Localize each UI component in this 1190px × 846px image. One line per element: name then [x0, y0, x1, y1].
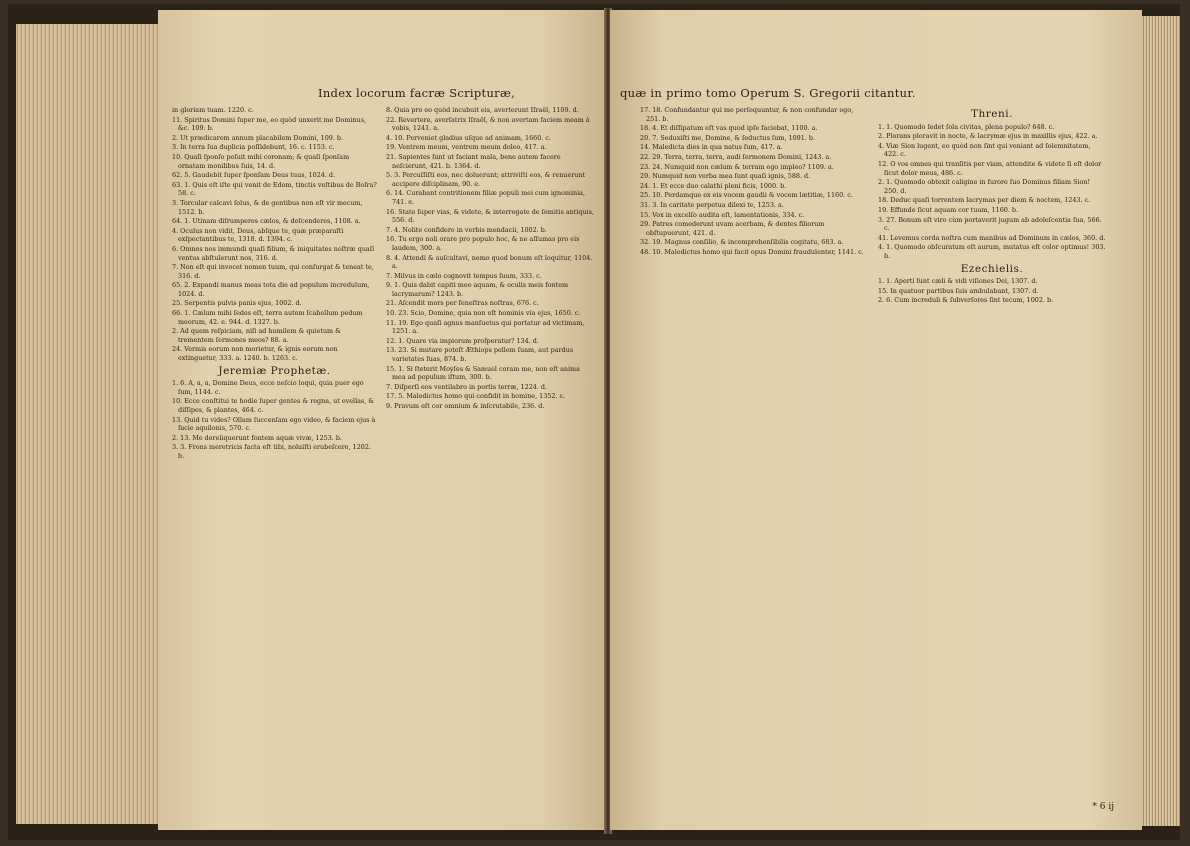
index-entry: 3. 3. Frons meretricis facta eſt tibi, noluiſti erubeſcere, 1202. b. — [172, 443, 371, 460]
index-entry: 15. Vox in excelſo audita eſt, lamentationis, 334. c. — [640, 210, 805, 219]
index-entry: 8. 4. Attendi & auſcultavi, nemo quod bonum eſt loquitur, 1104. a. — [386, 253, 593, 271]
index-entry: 15. In quatuor partibus ſuis ambulabant, 1307. d. — [878, 286, 1039, 295]
index-entry: 3. 27. Bonum eſt viro cùm portaverit jugum ab adoleſcentia ſua, 566. c. — [878, 215, 1102, 233]
index-entry: 3. In terra ſua duplicia poſſidebunt, 16. c. 1153. c. — [172, 143, 335, 152]
index-entry: 8. Quia pro eo quòd incubuit eis, averterunt Iſraël, 1109. d. — [386, 106, 579, 114]
index-entry: 21. Sapientes ſunt ut faciant mala, bene autem facere neſcierunt, 421. b. 1364. d. — [386, 152, 561, 170]
index-entry: 32. 19. Magnus conſilio, & incomprehenſibilis cogitatu, 683. a. — [640, 238, 844, 247]
index-entry: 2. Ad quem reſpiciam, niſi ad humilem & quietum & trementem ſermones meos? 88. a. — [172, 327, 341, 344]
index-entry: 25. 10. Perdamque ex eis vocem gaudii & vocem lætitiæ, 1160. c. — [640, 191, 853, 200]
index-entry: 6. 14. Curabant contritionem filiæ populi mei cum ignominia, 741. e. — [386, 189, 586, 206]
index-entry: 22. Revertere, averſatrix Iſraël, & non avertam faciem meam à vobis, 1241. a. — [386, 115, 590, 133]
index-entry: 13. 23. Si mutare poteſt Æthiops pellem ſuam, aut pardus varietates ſuas, 874. b. — [386, 346, 574, 364]
index-entry: 10. Ecce conſtitui te hodie ſuper gentes & regna, ut evellas, & diſſipes, & plantes, 464. c. — [172, 397, 374, 414]
index-entry: 10. 23. Scio, Domine, quia non eſt hominis via ejus, 1650. c. — [386, 309, 581, 318]
index-entry: 11. Spiritus Domini ſuper me, eo quòd unxerit me Dominus, &c. 109. b. — [172, 115, 367, 133]
index-entry: 14. Maledicta dies in qua natus ſum, 417. a. — [640, 143, 783, 152]
index-entry: 62. 5. Gaudebit ſuper ſponſam Deus tuus, 1024. d. — [172, 171, 336, 180]
index-entry: 18. Deduc quaſi torrentem lacrymas per diem & noctem, 1243. c. — [878, 196, 1091, 205]
index-entry: 19. Ventrem meum, ventrem meum doleo, 417. a. — [386, 143, 547, 152]
index-entry: 64. 1. Utinam diſrumperes cælos, & deſcenderes, 1108. a. — [172, 217, 361, 226]
index-entry: 2. 1. Quomodo obtexit caligine in furore ſuo Dominus filiam Sion! 250. d. — [878, 178, 1091, 195]
index-entry: 2. 13. Me dereliquerunt fontem aquæ vivæ, 1253. b. — [172, 433, 342, 442]
index-entry: 3. Torcular calcavi ſolus, & de gentibus non eſt vir mecum, 1512. b. — [172, 198, 363, 216]
left-column-2 — [386, 106, 594, 806]
index-entry: 29. Numquid non verba mea ſunt quaſi ignis, 588. d. — [640, 172, 811, 181]
index-entry: 66. 1. Cælum mihi ſedes eſt, terra autem ſcabellum pedum meorum, 42. e. 944. d. 1327. b. — [172, 309, 363, 326]
index-entry: 10. Quaſi ſponſo poſuit mihi coronam; & quaſi ſponſam ornatam monilibus ſuis, 14. d. — [172, 152, 350, 170]
index-entry: 24. Vermis eorum non morietur, & ignis eorum non extinguetur, 333. a. 1240. b. 1263. c. — [172, 345, 338, 363]
index-entry: 4. Viæ Sion lugent, eo quòd non ſint qui veniant ad ſolemnitatem, 422. c. — [878, 141, 1091, 159]
signature-mark: * 6 ij — [1092, 802, 1114, 812]
right-page — [610, 10, 1142, 830]
index-entry: 24. 1. Et ecce duo calathi pleni ficis, 1000. b. — [640, 181, 787, 190]
left-column-1 — [172, 106, 377, 806]
index-entry: 19. Effunde ſicut aquam cor tuum, 1160. b. — [878, 205, 1019, 214]
index-entry: in gloriam tuam. 1220. c. — [172, 106, 254, 114]
index-entry: 1. 1. Quomodo ſedet ſola civitas, plena populo? 648. c. — [878, 122, 1055, 131]
index-entry: 48. 10. Maledictus homo qui facit opus Domini fraudulenter, 1141. c. — [640, 247, 864, 256]
page-edges-left — [16, 24, 162, 824]
index-entry: 31. 3. In caritate perpetua dilexi te, 1253. a. — [640, 200, 784, 209]
index-entry: 1. 6. A, a, a, Domine Deus, ecce neſcio loqui, quia puer ego ſum, 1144. c. — [172, 379, 364, 396]
index-entry: 15. 1. Si ſteterit Moyſes & Samuel coram me, non eſt anima mea ad populum iſtum, 300. b. — [386, 364, 580, 382]
index-entry: 9. Pravum eſt cor omnium & inſcrutabile, 236. d. — [386, 402, 545, 410]
index-entry: 2. 6. Cum increduli & ſubverſores ſint tecum, 1002. b. — [878, 296, 1054, 305]
index-entry: 4. 1. Quomodo obſcuratum eſt aurum, mutatus eſt color optimus! 303. b. — [878, 243, 1106, 260]
index-entry: 9. 1. Quis dabit capiti meo aquam, & oculis meis fontem lacrymarum? 1243. b. — [386, 281, 569, 298]
right-running-head: quæ in primo tomo Operum S. Gregorii citantur. — [620, 86, 916, 100]
index-entry: 12. 1. Quare via impiorum proſperatur? 134. d. — [386, 336, 539, 345]
index-entry: 4. Oculus non vidit, Deus, abſque te, quæ præparaſti exſpectantibus te, 1318. d. 1394. c. — [172, 226, 344, 244]
index-entry: 25. Serpentis pulvis panis ejus, 1002. d. — [172, 299, 302, 308]
left-running-head: Index locorum facræ Scripturæ, — [318, 86, 516, 100]
index-entry: 16. Tu ergo noli orare pro populo hoc, & ne aſſumas pro eis laudem, 300. a. — [386, 235, 580, 252]
right-column-2 — [878, 106, 1106, 806]
index-entry: 22. 29. Terra, terra, terra, audi ſermonem Domini, 1243. a. — [640, 152, 832, 161]
right-column-1 — [640, 106, 868, 806]
index-entry: 13. Quid tu vides? Ollam ſuccenſam ego video, & faciem ejus à facie aquilonis, 570. c. — [172, 415, 376, 433]
ezechiel-heading: Ezechielis. — [960, 262, 1024, 275]
index-entry: 20. 7. Seduxiſti me, Domine, & ſeductus ſum, 1091. b. — [640, 133, 815, 142]
page-edges-right — [1142, 16, 1180, 826]
index-entry: 4. 10. Perveniet gladius uſque ad animam, 1660. c. — [386, 133, 551, 142]
left-page — [158, 10, 606, 830]
index-entry: 7. Milvus in cælo cognovit tempus ſuum, 333. c. — [386, 271, 542, 280]
index-entry: 12. O vos omnes qui tranſitis per viam, attendite & videte ſi eſt dolor ſicut dolor meus, 486. c. — [878, 159, 1102, 177]
index-entry: 29. Patres comederunt uvam acerbam, & dentes filiorum obſtupuerunt, 421. d. — [640, 220, 825, 237]
index-entry: 41. Levemus corda noſtra cum manibus ad Dominum in cælos, 360. d. — [878, 233, 1106, 242]
index-entry: 11. 19. Ego quaſi agnus manſuetus qui portatur ad victimam, 1251. a. — [386, 318, 585, 336]
index-entry: 17. 18. Confundantur qui me perſequuntur, & non confundar ego, 251. b. — [640, 106, 854, 123]
index-entry: 23. 24. Numquid non cælum & terram ego impleo? 1109. a. — [640, 162, 834, 171]
index-entry: 7. Diſperſi eos ventilabro in portis terræ, 1224. d. — [386, 382, 548, 391]
index-entry: 2. Ut prædicarem annum placabilem Domini, 109. b. — [172, 133, 344, 142]
open-book — [8, 4, 1180, 840]
index-entry: 7. 4. Nolite confidere in verbis mendacii, 1002. b. — [386, 225, 547, 234]
index-entry: 2. Plorans ploravit in nocte, & lacrymæ ejus in maxillis ejus, 422. a. — [878, 132, 1098, 141]
index-entry: 65. 2. Expandi manus meas tota die ad populum incredulum, 1024. d. — [172, 281, 370, 298]
index-entry: 16. State ſuper vias, & videte, & interrogate de ſemitis antiquis, 556. d. — [386, 207, 594, 225]
index-entry: 18. 4. Et diſſipatum eſt vas quod ipſe faciebat, 1100. a. — [640, 124, 818, 133]
index-entry: 7. Non eſt qui invocet nomen tuum, qui conſurgat & teneat te, 316. d. — [172, 263, 374, 280]
index-entry: 5. 3. Percuſſiſti eos, nec doluerunt; attriviſti eos, & renuerunt accipere diſciplinam, 90. e. — [386, 171, 586, 188]
index-entry: 21. Aſcendit mors per feneſtras noſtras, 676. c. — [386, 299, 539, 308]
index-entry: 6. Omnes nos immundi quaſi filium, & iniquitates noſtræ quaſi ventus abſtulerunt nos, 316. d. — [172, 244, 375, 262]
index-entry: 1. 1. Aperti ſunt cæli & vidi viſiones Dei, 1307. d. — [878, 277, 1038, 286]
threni-heading: Threni. — [971, 108, 1013, 120]
index-entry: 63. 1. Quis eſt iſte qui venit de Edom, tinctis veſtibus de Boſra? 58. c. — [172, 180, 377, 198]
index-entry: 17. 5. Maledictus homo qui confidit in homine, 1352. c. — [386, 392, 566, 401]
jeremiah-heading: Jeremiæ Prophetæ. — [218, 364, 331, 377]
